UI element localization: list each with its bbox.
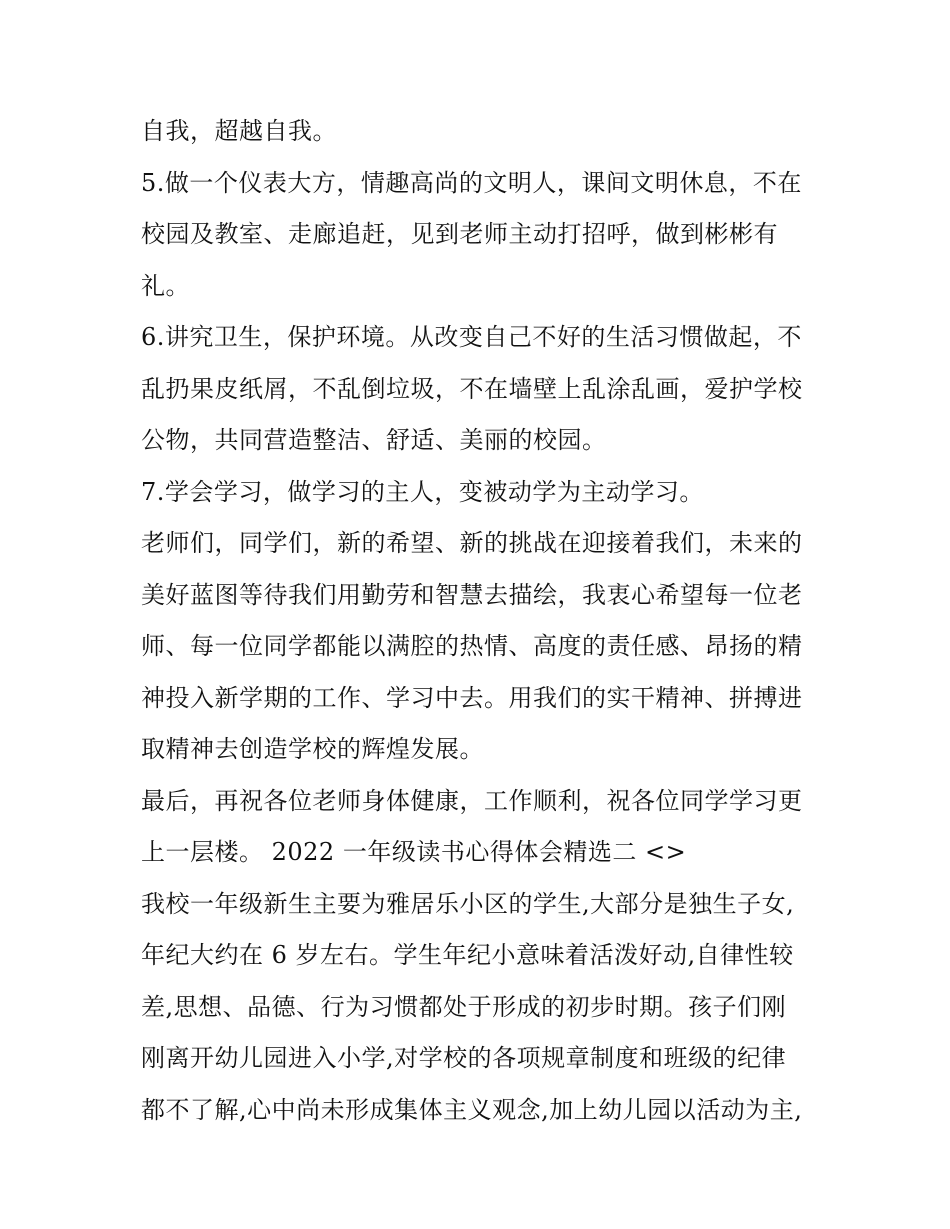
text-line: 上一层楼。 2022 一年级读书心得体会精选二 <> xyxy=(141,838,687,866)
text-line: 神投入新学期的工作、学习中去。用我们的实干精神、拼搏进 xyxy=(141,683,803,712)
text-line: 差,思想、品德、行为习惯都处于形成的初步时期。孩子们刚 xyxy=(141,992,787,1021)
text-line: 取精神去创造学校的辉煌发展。 xyxy=(141,735,484,763)
text-line: 自我，超越自我。 xyxy=(141,117,337,145)
text-line: 乱扔果皮纸屑，不乱倒垃圾，不在墙壁上乱涂乱画，爱护学校 xyxy=(141,374,803,403)
text-line: 师、每一位同学都能以满腔的热情、高度的责任感、昂扬的精 xyxy=(141,632,803,660)
text-line: 刚离开幼儿园进入小学,对学校的各项规章制度和班级的纪律 xyxy=(141,1044,787,1072)
text-line: 最后，再祝各位老师身体健康，工作顺利，祝各位同学学习更 xyxy=(141,786,803,815)
text-line: 公物，共同营造整洁、舒适、美丽的校园。 xyxy=(141,426,607,454)
text-line: 都不了解,心中尚未形成集体主义观念,加上幼儿园以活动为主, xyxy=(141,1095,803,1124)
text-line: 校园及教室、走廊追赶，见到老师主动打招呼，做到彬彬有 xyxy=(141,220,778,248)
text-line: 年纪大约在 6 岁左右。学生年纪小意味着活泼好动,自律性较 xyxy=(141,941,794,969)
text-line: 6.讲究卫生，保护环境。从改变自己不好的生活习惯做起，不 xyxy=(141,323,802,351)
text-line: 7.学会学习，做学习的主人，变被动学为主动学习。 xyxy=(141,477,704,506)
text-line: 礼。 xyxy=(141,271,190,300)
text-line: 我校一年级新生主要为雅居乐小区的学生,大部分是独生子女, xyxy=(141,889,795,918)
text-line: 5.做一个仪表大方，情趣高尚的文明人，课间文明休息，不在 xyxy=(141,168,802,197)
text-line: 老师们，同学们，新的希望、新的挑战在迎接着我们，未来的 xyxy=(141,529,803,557)
text-line: 美好蓝图等待我们用勤劳和智慧去描绘，我衷心希望每一位老 xyxy=(141,580,803,609)
document-body xyxy=(141,106,821,1136)
